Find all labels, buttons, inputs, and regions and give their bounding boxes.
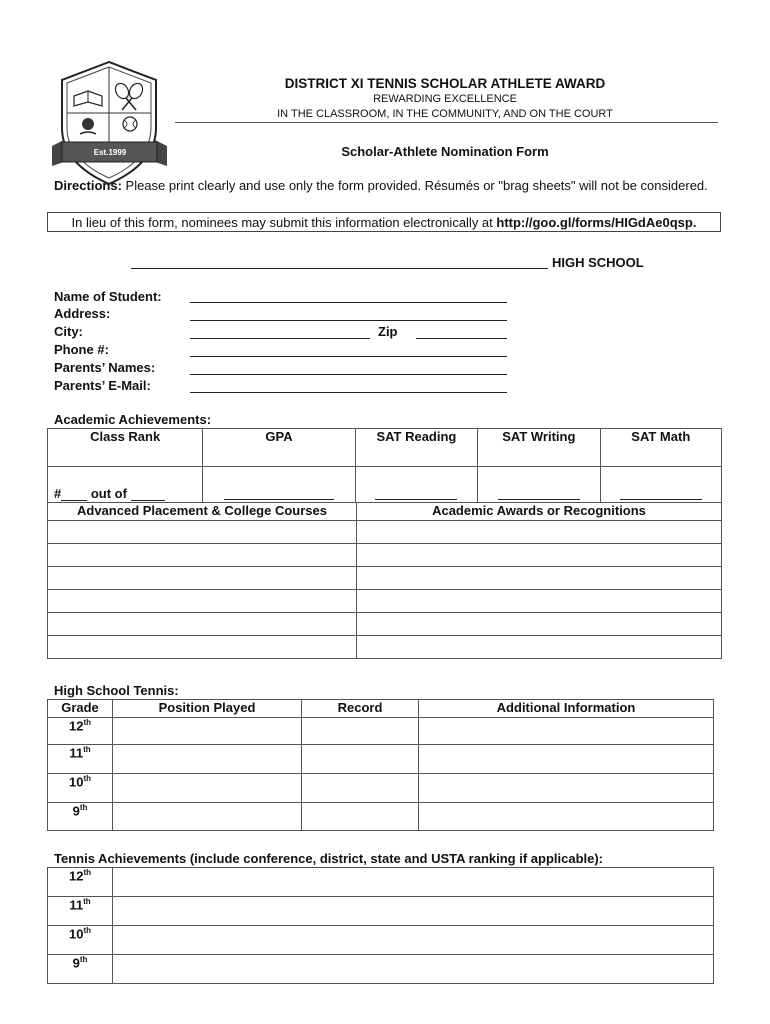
info-cell[interactable] — [419, 718, 714, 745]
achievement-cell[interactable] — [113, 897, 714, 926]
ap-course-cell[interactable] — [48, 567, 357, 590]
academic-scores-table — [47, 428, 722, 503]
crest-est-label: Est.1999 — [93, 148, 127, 157]
record-cell[interactable] — [302, 718, 419, 745]
form-title: Scholar-Athlete Nomination Form — [341, 144, 549, 159]
grade-11-label: 11th — [48, 745, 113, 774]
hs-tennis-heading: High School Tennis: — [54, 683, 179, 698]
crest-logo — [52, 58, 167, 188]
ach-grade-12-label: 12th — [48, 868, 113, 897]
record-cell[interactable] — [302, 774, 419, 803]
sat-math-cell[interactable] — [600, 467, 721, 503]
grade-9-label: 9th — [48, 803, 113, 831]
academic-heading: Academic Achievements: — [54, 412, 212, 427]
record-cell[interactable] — [302, 803, 419, 831]
lieu-text: In lieu of this form, nominees may submit this information electronically at — [71, 215, 497, 230]
phone-label: Phone #: — [54, 342, 109, 357]
directions — [54, 178, 708, 193]
tennis-achievements-heading: Tennis Achievements (include conference, district, state and USTA ranking if applicable): — [54, 851, 604, 866]
academic-courses-table — [47, 502, 722, 659]
parents-names-field[interactable] — [190, 374, 507, 375]
class-rank-header: Class Rank — [48, 429, 203, 467]
sat-reading-header: SAT Reading — [355, 429, 477, 467]
name-label: Name of Student: — [54, 289, 162, 304]
header-divider — [175, 122, 718, 123]
record-header: Record — [302, 700, 419, 718]
sat-writing-cell[interactable] — [478, 467, 600, 503]
phone-field[interactable] — [190, 356, 507, 357]
ach-grade-10-label: 10th — [48, 926, 113, 955]
ap-course-cell[interactable] — [48, 636, 357, 659]
award-cell[interactable] — [357, 567, 722, 590]
position-cell[interactable] — [113, 774, 302, 803]
parents-names-label: Parents’ Names: — [54, 360, 156, 375]
rank-hash: # — [54, 486, 62, 501]
info-cell[interactable] — [419, 745, 714, 774]
ap-courses-header: Advanced Placement & College Courses — [48, 503, 357, 521]
award-subtitle: REWARDING EXCELLENCE — [373, 93, 517, 105]
ach-grade-11-label: 11th — [48, 897, 113, 926]
achievement-cell[interactable] — [113, 868, 714, 897]
info-cell[interactable] — [419, 803, 714, 831]
achievement-cell[interactable] — [113, 926, 714, 955]
gpa-cell[interactable] — [203, 467, 355, 503]
high-school-field[interactable] — [131, 268, 548, 269]
parents-email-label: Parents’ E-Mail: — [54, 378, 151, 393]
position-header: Position Played — [113, 700, 302, 718]
tennis-achievements-table — [47, 867, 714, 984]
address-field[interactable] — [190, 320, 507, 321]
achievement-cell[interactable] — [113, 955, 714, 984]
sat-reading-cell[interactable] — [355, 467, 477, 503]
sat-writing-header: SAT Writing — [478, 429, 600, 467]
info-cell[interactable] — [419, 774, 714, 803]
award-cell[interactable] — [357, 544, 722, 567]
award-title: DISTRICT XI TENNIS SCHOLAR ATHLETE AWARD — [284, 76, 606, 91]
record-cell[interactable] — [302, 745, 419, 774]
grade-12-label: 12th — [48, 718, 113, 745]
directions-text: Please print clearly and use only the form provided. Résumés or "brag sheets" will not be considered. — [121, 178, 708, 193]
award-tagline: IN THE CLASSROOM, IN THE COMMUNITY, AND ON THE COURT — [277, 108, 613, 120]
academic-awards-header: Academic Awards or Recognitions — [357, 503, 722, 521]
award-cell[interactable] — [357, 636, 722, 659]
position-cell[interactable] — [113, 718, 302, 745]
zip-label: Zip — [378, 324, 398, 339]
award-cell[interactable] — [357, 613, 722, 636]
city-field[interactable] — [190, 338, 370, 339]
ap-course-cell[interactable] — [48, 590, 357, 613]
ap-course-cell[interactable] — [48, 613, 357, 636]
high-school-label: HIGH SCHOOL — [552, 255, 644, 270]
award-cell[interactable] — [357, 590, 722, 613]
zip-field[interactable] — [416, 338, 507, 339]
additional-info-header: Additional Information — [419, 700, 714, 718]
gpa-header: GPA — [203, 429, 355, 467]
position-cell[interactable] — [113, 745, 302, 774]
position-cell[interactable] — [113, 803, 302, 831]
form-url-link[interactable]: http://goo.gl/forms/HIGdAe0qsp. — [496, 215, 697, 230]
address-label: Address: — [54, 306, 111, 321]
grade-header: Grade — [48, 700, 113, 718]
class-rank-cell[interactable] — [48, 467, 203, 503]
hs-tennis-table — [47, 699, 714, 831]
parents-email-field[interactable] — [190, 392, 507, 393]
name-field[interactable] — [190, 302, 507, 303]
grade-10-label: 10th — [48, 774, 113, 803]
lieu-notice — [47, 212, 721, 232]
ach-grade-9-label: 9th — [48, 955, 113, 984]
ap-course-cell[interactable] — [48, 544, 357, 567]
award-cell[interactable] — [357, 521, 722, 544]
city-label: City: — [54, 324, 83, 339]
ap-course-cell[interactable] — [48, 521, 357, 544]
directions-label: Directions: — [54, 178, 122, 193]
rank-out-of: out of — [90, 486, 127, 501]
sat-math-header: SAT Math — [600, 429, 721, 467]
